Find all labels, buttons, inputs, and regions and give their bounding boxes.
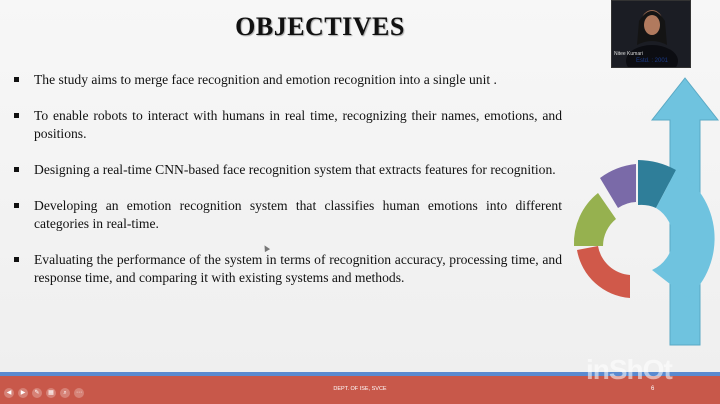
next-slide-icon[interactable]: ▶ xyxy=(18,388,28,398)
donut-segment-red xyxy=(577,246,630,298)
bullet-square-icon xyxy=(14,167,19,172)
pen-icon[interactable]: ✎ xyxy=(32,388,42,398)
bullet-item: Designing a real-time CNN-based face recognition system that extracts features for recognition. xyxy=(14,161,562,179)
established-label: Estd. : 2001 xyxy=(636,58,669,64)
bullet-square-icon xyxy=(14,257,19,262)
zoom-icon[interactable]: ⌕ xyxy=(60,388,70,398)
footer-department: DEPT. OF ISE, SVCE xyxy=(333,386,387,392)
inshot-watermark: inShOt xyxy=(586,354,672,385)
slide-number: 6 xyxy=(651,386,655,392)
more-options-icon[interactable]: ⋯ xyxy=(76,389,82,396)
bullet-item: Evaluating the performance of the system in terms of recognition accuracy, processing time, and response time, and comparing it with existing systems and methods. xyxy=(14,251,562,287)
bullet-item: To enable robots to interact with humans in real time, recognizing their names, emotions, and positions. xyxy=(14,107,562,143)
bullet-square-icon xyxy=(14,203,19,208)
bullet-square-icon xyxy=(14,77,19,82)
previous-slide-icon[interactable]: ◀ xyxy=(4,388,14,398)
objectives-list xyxy=(14,71,562,305)
slides-grid-icon[interactable]: ▦ xyxy=(46,388,56,398)
slide-title: OBJECTIVES xyxy=(235,12,405,41)
donut-segment-green xyxy=(574,193,616,246)
participant-name: Nitee Kumari xyxy=(614,51,643,57)
bullet-item: The study aims to merge face recognition and emotion recognition into a single unit . xyxy=(14,71,562,89)
decorative-arrow-donut-graphic xyxy=(560,60,720,360)
bullet-item: Developing an emotion recognition system that classifies human emotions into different categories in real-time. xyxy=(14,197,562,233)
donut-segment-purple xyxy=(600,164,636,208)
bullet-square-icon xyxy=(14,113,19,118)
